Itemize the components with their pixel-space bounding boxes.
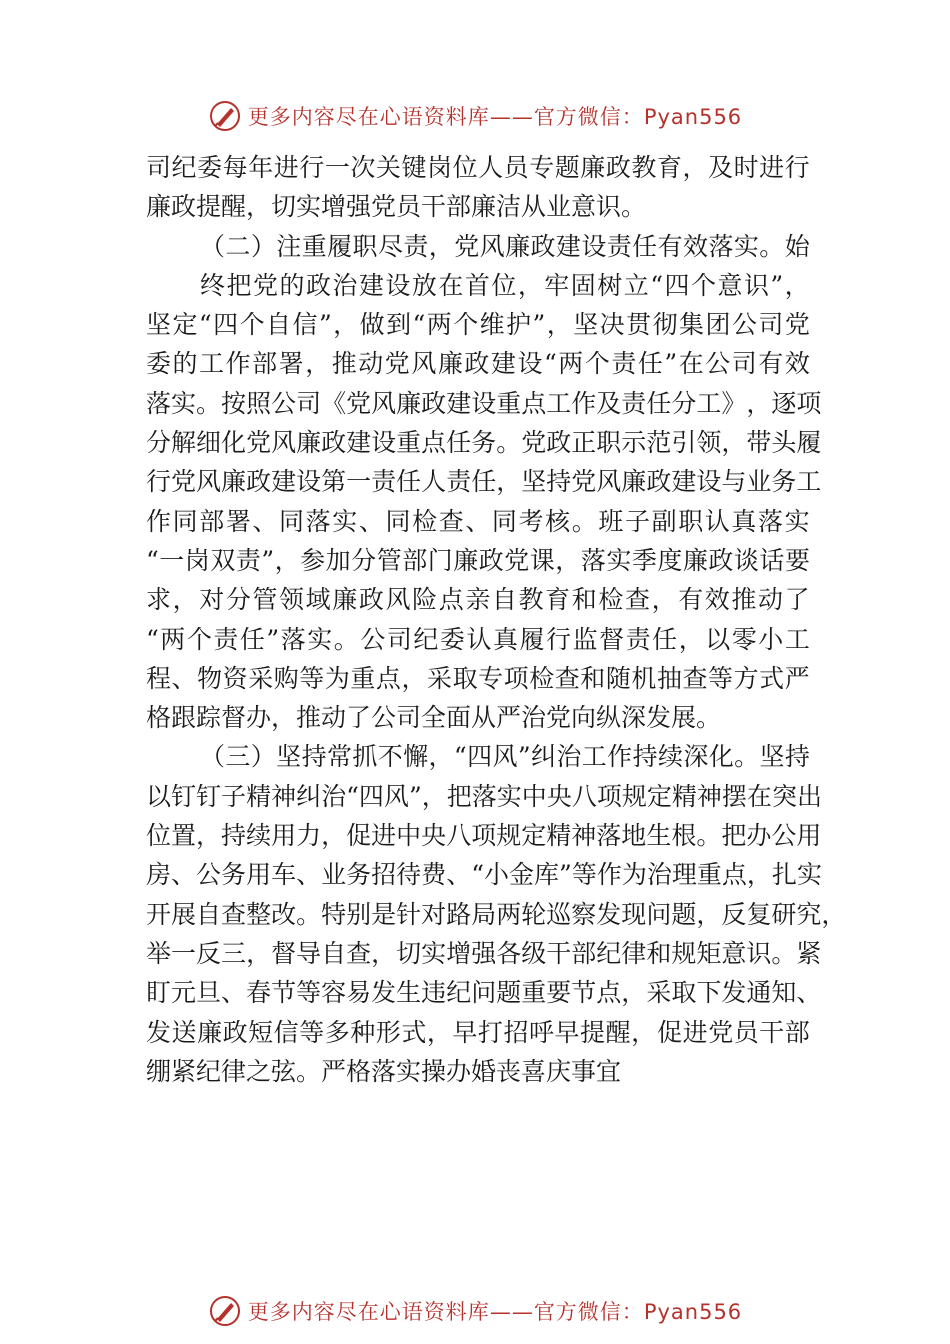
- pen-logo-icon: [208, 1294, 242, 1328]
- document-body: [146, 148, 847, 1091]
- text-line: 终 把 党 的 政 治 建 设 放 在 首 位 ， 牢 固 树 立 “ 四 个 意 识 ” ，: [200, 270, 810, 300]
- banner-library: 更多内容尽在心语资料库: [247, 1300, 490, 1324]
- text-line: 举 一 反 三 ， 督 导 自 查 ， 切 实 增 强 各 级 干 部 纪 律 和 规 矩 意 识 。 紧: [146, 938, 822, 968]
- text-line: 开 展 自 查 整 改 。 特 别 是 针 对 路 局 两 轮 巡 察 发 现 问 题 ， 反 复 研 究 ，: [146, 899, 847, 929]
- text-line: 坚 定 “ 四 个 自 信 ” ， 做 到 “ 两 个 维 护 ” ， 坚 决 贯 彻 集 团 公 司 党: [146, 310, 810, 340]
- text-line: 委 的 工 作 部 署 ， 推 动 党 风 廉 政 建 设 “ 两 个 责 任 ” 在 公 司 有 效: [146, 349, 810, 379]
- header-banner: [0, 96, 950, 136]
- text-line: 房 、 公 务 用 车 、 业 务 招 待 费 、 “ 小 金 库 ” 等 作 为 治 理 重 点 ， 扎 实: [146, 860, 822, 890]
- text-line: 落 实 。 按 照 公 司 《 党 风 廉 政 建 设 重 点 工 作 及 责 任 分 工 》 ， 逐 项: [146, 388, 822, 418]
- banner-account: Pyan556: [643, 1300, 743, 1324]
- banner-account: Pyan556: [643, 105, 743, 129]
- text-line: 发 送 廉 政 短 信 等 多 种 形 式 ， 早 打 招 呼 早 提 醒 ， 促 进 党 员 干 部: [146, 1017, 810, 1047]
- text-line: 位 置 ， 持 续 用 力 ， 促 进 中 央 八 项 规 定 精 神 落 地 生 根 。 把 办 公 用: [146, 821, 822, 851]
- section-heading-line: （ 三 ） 坚 持 常 抓 不 懈 ， “ 四 风 ” 纠 治 工 作 持 续 深 化 。 坚 持: [200, 742, 810, 772]
- text-line: 司 纪 委 每 年 进 行 一 次 关 键 岗 位 人 员 专 题 廉 政 教 育 ， 及 时 进 行: [146, 153, 810, 182]
- text-line: 格跟踪督办，推动了公司全面从严治党向纵深发展。: [146, 703, 722, 733]
- banner-text: [248, 1296, 742, 1326]
- text-line: 程 、 物 资 采 购 等 为 重 点 ， 采 取 专 项 检 查 和 随 机 抽 查 等 方 式 严: [146, 663, 810, 693]
- banner-dash: ——: [489, 1300, 534, 1324]
- text-line: 求 ， 对 分 管 领 域 廉 政 风 险 点 亲 自 教 育 和 检 查 ， 有 效 推 动 了: [146, 585, 810, 615]
- text-line: 以 钉 钉 子 精 神 纠 治 “ 四 风 ” ， 把 落 实 中 央 八 项 规 定 精 神 摆 在 突 出: [146, 781, 822, 811]
- text-line: 绷紧纪律之弦。严格落实操办婚丧喜庆事宜: [146, 1056, 622, 1086]
- pen-logo-icon: [208, 99, 242, 133]
- text-line: 分 解 细 化 党 风 廉 政 建 设 重 点 任 务 。 党 政 正 职 示 范 引 领 ， 带 头 履: [146, 428, 822, 458]
- text-line: 行 党 风 廉 政 建 设 第 一 责 任 人 责 任 ， 坚 持 党 风 廉 政 建 设 与 业 务 工: [146, 467, 822, 497]
- text-line: “ 两 个 责 任 ” 落 实 。 公 司 纪 委 认 真 履 行 监 督 责 任 ， 以 零 小 工: [146, 624, 810, 654]
- text-line: “ 一 岗 双 责 ” ， 参 加 分 管 部 门 廉 政 党 课 ， 落 实 季 度 廉 政 谈 话 要: [146, 545, 810, 575]
- text-line: 作 同 部 署 、 同 落 实 、 同 检 查 、 同 考 核 。 班 子 副 职 认 真 落 实: [146, 506, 810, 536]
- banner-text: [248, 101, 742, 131]
- banner-dash: ——: [489, 105, 534, 129]
- banner-wechat-label: 官方微信：: [533, 105, 644, 129]
- section-heading-line: （ 二 ） 注 重 履 职 尽 责 ， 党 风 廉 政 建 设 责 任 有 效 落 实 。 始: [200, 231, 810, 261]
- text-line: 廉政提醒，切实增强党员干部廉洁从业意识。: [146, 192, 647, 222]
- text-line: 盯 元 旦 、 春 节 等 容 易 发 生 违 纪 问 题 重 要 节 点 ， 采 取 下 发 通 知 、: [146, 978, 822, 1008]
- banner-library: 更多内容尽在心语资料库: [247, 105, 490, 129]
- banner-wechat-label: 官方微信：: [533, 1300, 644, 1324]
- footer-banner: [0, 1291, 950, 1331]
